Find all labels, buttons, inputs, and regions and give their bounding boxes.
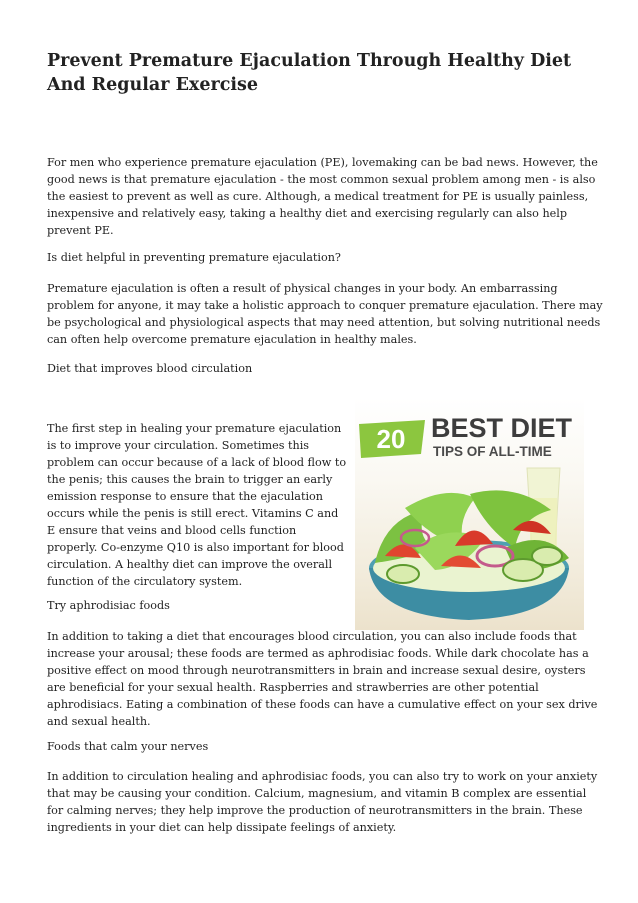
number-badge: [359, 420, 425, 458]
badge-number: 20: [376, 424, 406, 454]
paragraph-question-diet: Is diet helpful in preventing premature ejaculation?: [47, 251, 341, 264]
heading-calm-nerves: Foods that calm your nerves: [47, 740, 209, 753]
heading-aphrodisiac-foods: Try aphrodisiac foods: [47, 599, 170, 612]
paragraph-nerves: In addition to circulation healing and aphrodisiac foods, you can also try to work on your anxiety that may be causing your condition. Calcium, magnesium, and vitamin B complex are essential for calming nerves; they help improve the production of neurotransmitters in the brain. These ingredients in your diet can help dissipate feelings of anxiety.: [47, 770, 598, 834]
headline-best-diet: BEST DIET: [431, 413, 573, 443]
subline-tips: TIPS OF ALL-TIME: [433, 444, 552, 459]
heading-blood-circulation: Diet that improves blood circulation: [47, 362, 253, 375]
paragraph-aphrodisiac: In addition to taking a diet that encourages blood circulation, you can also include foods that increase your arousal; these foods are termed as aphrodisiac foods. While dark chocolate has a positive effect on mood through neurotransmitters in brain and increase sexual desire, oysters are beneficial for your sexual health. Raspberries and strawberries are other potential aphrodisiacs. Eating a combination of these foods can have a cumulative effect on your sex drive and sexual health.: [47, 630, 598, 728]
document-title: Prevent Premature Ejaculation Through Healthy Diet And Regular Exercise: [47, 51, 572, 95]
paragraph-intro: For men who experience premature ejaculation (PE), lovemaking can be bad news. However, the good news is that premature ejaculation - the most common sexual problem among men - is also the easiest to prevent as well as cure. Although, a medical treatment for PE is usually painless, inexpensive and relatively easy, taking a healthy diet and exercising regularly can also help prevent PE.: [47, 156, 598, 237]
paragraph-circulation: The first step in healing your premature ejaculation is to improve your circulation. Sometimes this problem can occur because of a lack of blood flow to the penis; this causes the brain to trigger an early emission response to ensure that the ejaculation occurs while the penis is still erect. Vitamins C and E ensure that veins and blood cells function properly. Co-enzyme Q10 is also important for blood circulation. A healthy diet can improve the overall function of the circulatory system.: [47, 422, 347, 588]
diet-tips-image: [355, 398, 584, 630]
paragraph-physical-changes: Premature ejaculation is often a result of physical changes in your body. An embarrassing problem for anyone, it may take a holistic approach to conquer premature ejaculation. There may be psychological and physiological aspects that may need attention, but solving nutritional needs can often help overcome premature ejaculation in healthy males.: [47, 282, 603, 346]
